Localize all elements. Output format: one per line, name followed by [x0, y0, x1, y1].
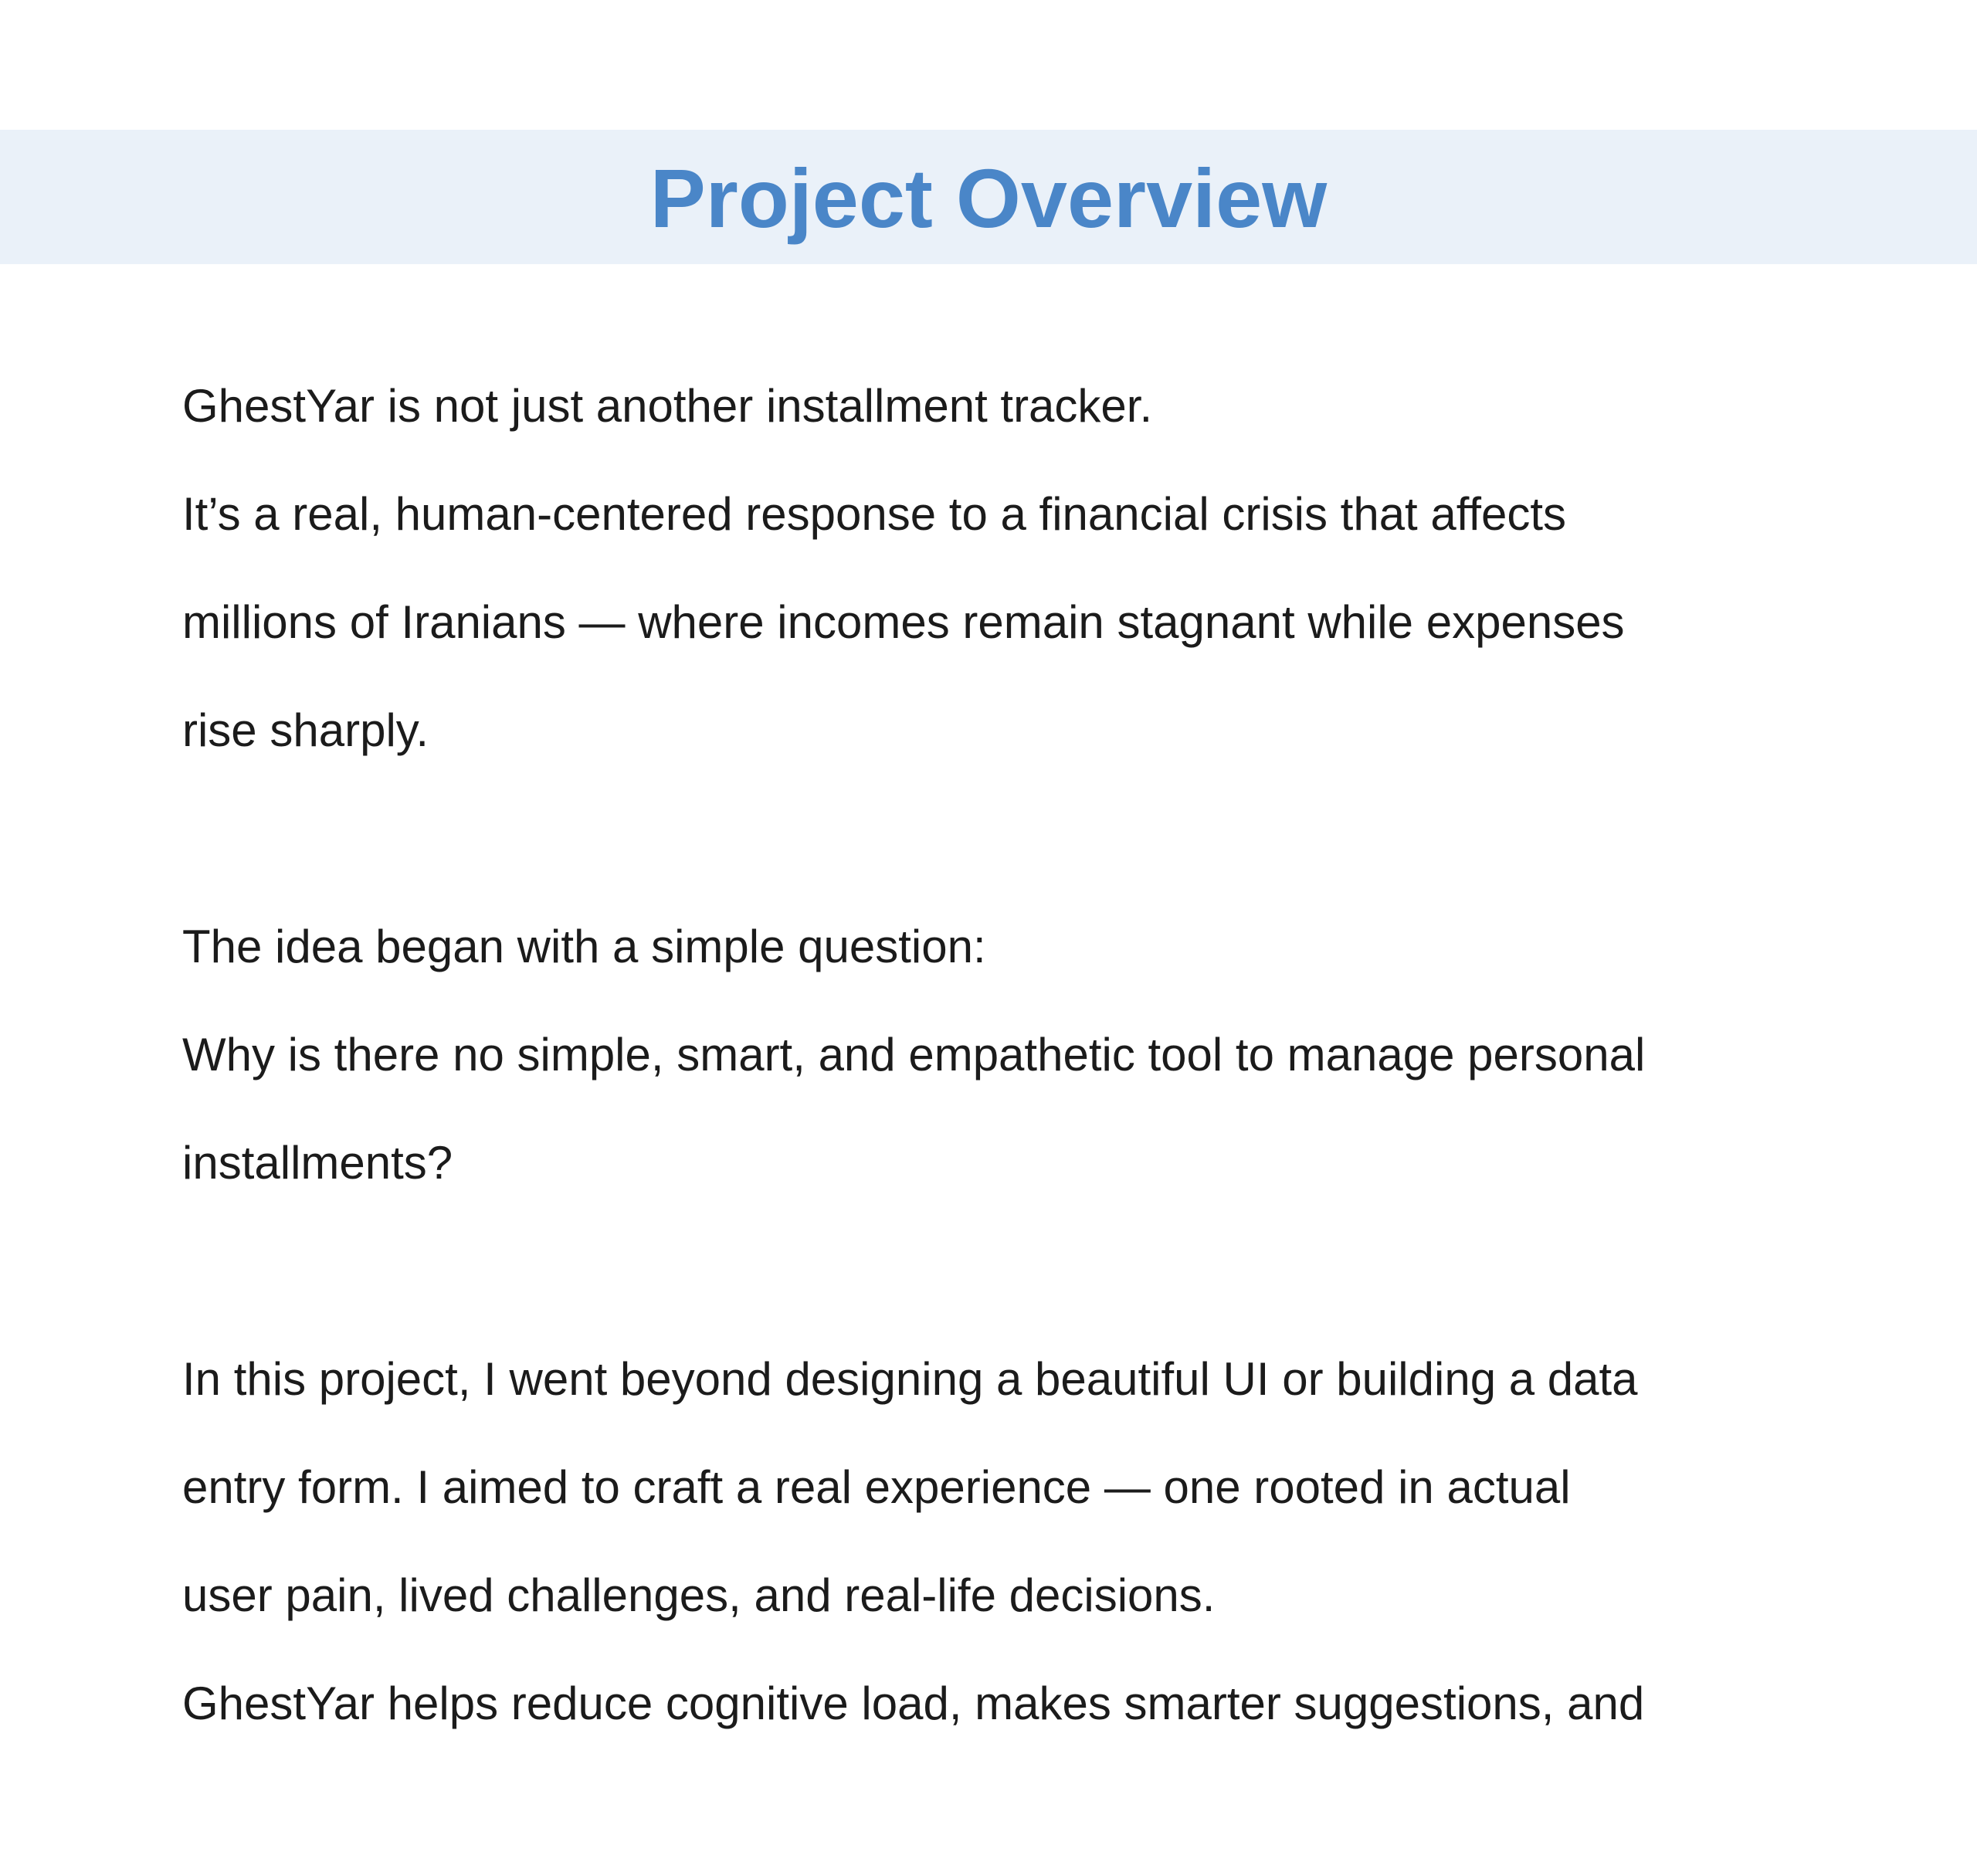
paragraph-1-line-1: GhestYar is not just another installment tracker.	[182, 380, 1153, 432]
paragraph-2-line-3: installments?	[182, 1137, 453, 1189]
paragraph-3-line-1: In this project, I went beyond designing a beautiful UI or building a data	[182, 1353, 1638, 1405]
page-title: Project Overview	[649, 151, 1328, 245]
paragraph-2-line-2: Why is there no simple, smart, and empathetic tool to manage personal	[182, 1029, 1646, 1080]
paragraph-3-line-3: user pain, lived challenges, and real-life decisions.	[182, 1569, 1216, 1621]
paragraph-3-line-2: entry form. I aimed to craft a real experience — one rooted in actual	[182, 1461, 1571, 1513]
paragraph-1-line-3: millions of Iranians — where incomes remain stagnant while expenses	[182, 596, 1625, 648]
title-band	[0, 130, 1977, 264]
paragraph-3-line-4: GhestYar helps reduce cognitive load, makes smarter suggestions, and	[182, 1678, 1645, 1729]
paragraph-2-line-1: The idea began with a simple question:	[182, 921, 986, 972]
paragraph-1-line-4: rise sharply.	[182, 704, 429, 756]
paragraph-1-line-2: It’s a real, human-centered response to a financial crisis that affects	[182, 488, 1567, 540]
